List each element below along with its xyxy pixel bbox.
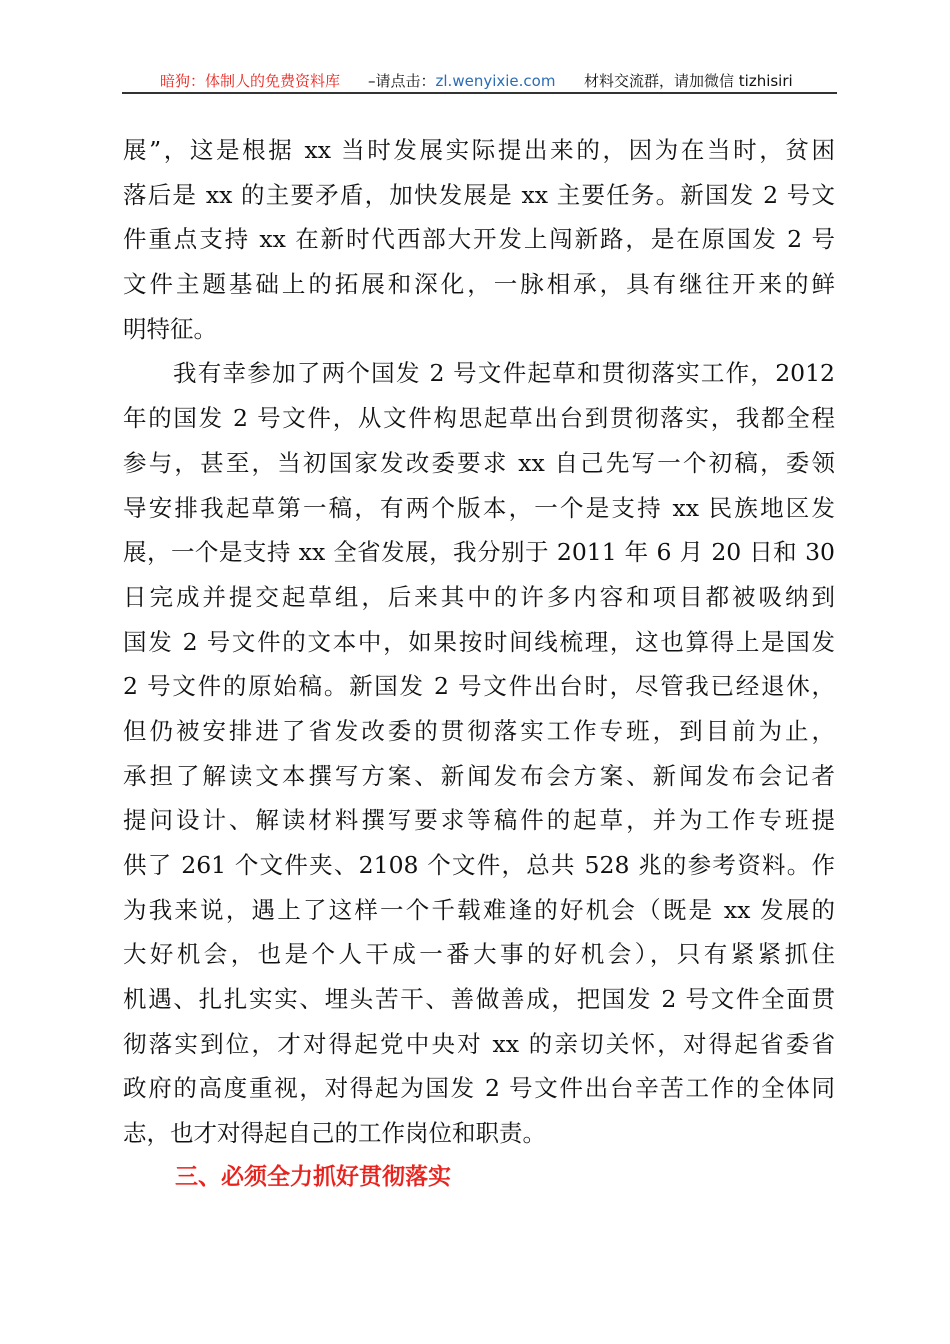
- text-line: 供了 261 个文件夹、2108 个文件，总共 528 兆的参考资料。作: [123, 851, 835, 879]
- header-prompt: –请点击：: [368, 72, 436, 90]
- text-line: 承担了解读文本撰写方案、新闻发布会方案、新闻发布会记者: [123, 761, 835, 790]
- text-line: 提问设计、解读材料撰写要求等稿件的起草，并为工作专班提: [123, 806, 835, 835]
- page-header: [122, 68, 836, 92]
- text-line: 件重点支持 xx 在新时代西部大开发上闯新路，是在原国发 2 号: [123, 225, 835, 254]
- text-line: 国发 2 号文件的文本中，如果按时间线梳理，这也算得上是国发: [123, 627, 835, 656]
- text-line: 年的国发 2 号文件，从文件构思起草出台到贯彻落实，我都全程: [123, 404, 835, 433]
- text-line: 政府的高度重视，对得起为国发 2 号文件出台辛苦工作的全体同: [123, 1074, 835, 1103]
- text-line: 参与，甚至，当初国家发改委要求 xx 自己先写一个初稿，委领: [123, 448, 835, 477]
- header-url-link[interactable]: zl.wenyixie.com: [435, 72, 556, 90]
- header-divider: [122, 92, 837, 94]
- text-line: 彻落实到位，才对得起党中央对 xx 的亲切关怀，对得起省委省: [123, 1029, 835, 1058]
- text-line: 明特征。: [123, 314, 217, 343]
- text-line: 文件主题基础上的拓展和深化，一脉相承，具有继往开来的鲜: [123, 270, 835, 299]
- text-line: 大好机会，也是个人干成一番大事的好机会），只有紧紧抓住: [123, 940, 835, 969]
- text-line: 展”，这是根据 xx 当时发展实际提出来的，因为在当时，贫困: [123, 136, 835, 164]
- header-wechat-note: 材料交流群，请加微信 tizhisiri: [584, 72, 793, 90]
- text-line: 日完成并提交起草组，后来其中的许多内容和项目都被吸纳到: [123, 582, 835, 611]
- text-line: 机遇、扎扎实实、埋头苦干、善做善成，把国发 2 号文件全面贯: [123, 985, 835, 1014]
- document-body: [123, 128, 835, 1156]
- text-line: 展，一个是支持 xx 全省发展，我分别于 2011 年 6 月 20 日和 30: [123, 538, 835, 567]
- text-line: 落后是 xx 的主要矛盾，加快发展是 xx 主要任务。新国发 2 号文: [123, 180, 835, 209]
- paragraph-1: [123, 128, 835, 351]
- text-line: 我有幸参加了两个国发 2 号文件起草和贯彻落实工作，2012: [173, 359, 835, 388]
- text-line: 为我来说，遇上了这样一个千载难逢的好机会（既是 xx 发展的: [123, 895, 835, 924]
- header-link-group: [368, 70, 555, 91]
- text-line: 但仍被安排进了省发改委的贯彻落实工作专班，到目前为止，: [123, 716, 835, 745]
- header-site-name: 暗狗：体制人的免费资料库: [160, 72, 341, 90]
- text-line: 志，也才对得起自己的工作岗位和职责。: [123, 1119, 546, 1148]
- section-heading: 三、必须全力抓好贯彻落实: [175, 1164, 451, 1190]
- text-line: 2 号文件的原始稿。新国发 2 号文件出台时，尽管我已经退休，: [123, 672, 835, 701]
- paragraph-2: [123, 351, 835, 1155]
- text-line: 导安排我起草第一稿，有两个版本，一个是支持 xx 民族地区发: [123, 493, 835, 522]
